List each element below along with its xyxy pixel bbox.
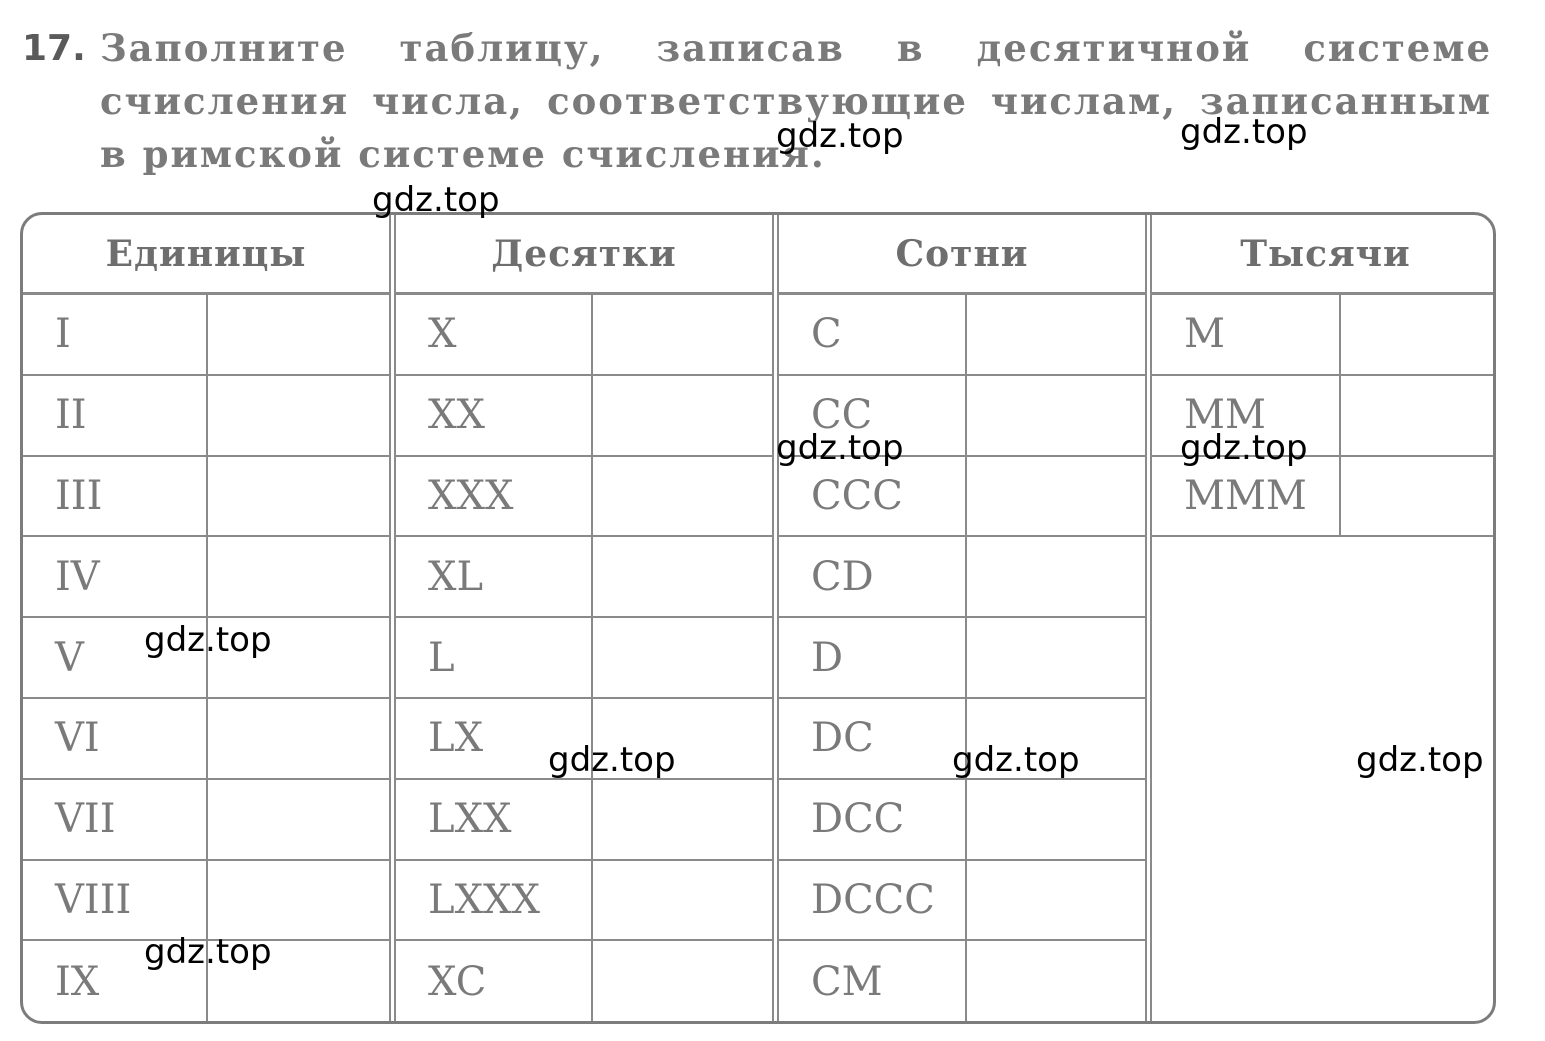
answer-cell[interactable] [1341,295,1496,374]
roman-numeral-cell: XX [396,376,593,455]
roman-numeral-cell: III [23,457,208,536]
watermark: gdz.top [372,180,500,220]
roman-numeral-cell: VII [23,780,208,859]
table-row [396,618,772,699]
roman-numeral-cell: CD [779,537,967,616]
table-row [23,457,389,538]
answer-cell[interactable] [593,295,772,374]
roman-numeral-cell: LXXX [396,861,593,940]
answer-cell[interactable] [208,699,389,778]
table-row [1152,295,1496,376]
task-text: Заполните таблицу, записав в десятичной системе счисления числа, соответствующие числам, записанным в римской системе счисления. [100,26,1492,176]
roman-numeral-cell: D [779,618,967,697]
roman-numeral-cell: XXX [396,457,593,536]
roman-numeral-cell: CM [779,941,967,1022]
table-row [23,376,389,457]
table-row [396,780,772,861]
answer-cell[interactable] [593,537,772,616]
answer-cell[interactable] [593,780,772,859]
task-number: 17. [22,28,86,69]
roman-numeral-cell: XL [396,537,593,616]
roman-numeral-cell: XC [396,941,593,1022]
answer-cell[interactable] [1341,376,1496,455]
answer-cell[interactable] [208,376,389,455]
table-row [779,295,1145,376]
roman-numeral-cell: DCC [779,780,967,859]
table-row [779,941,1145,1022]
roman-numeral-cell: IV [23,537,208,616]
watermark: gdz.top [1180,428,1308,468]
answer-cell[interactable] [967,376,1145,455]
answer-cell[interactable] [967,295,1145,374]
answer-cell[interactable] [208,861,389,940]
roman-numeral-cell: LX [396,699,593,778]
roman-numeral-cell: DCCC [779,861,967,940]
table-row [23,861,389,942]
answer-cell[interactable] [208,780,389,859]
roman-numeral-cell: M [1152,295,1341,374]
roman-numeral-cell: VIII [23,861,208,940]
roman-numeral-cell: C [779,295,967,374]
table-row [396,295,772,376]
watermark: gdz.top [144,620,272,660]
roman-numeral-cell: V [23,618,208,697]
table-row [1152,457,1496,538]
answer-cell[interactable] [967,618,1145,697]
roman-numerals-table [20,212,1496,1024]
table-row [396,941,772,1022]
roman-numeral-cell: L [396,618,593,697]
roman-numeral-cell: II [23,376,208,455]
roman-numeral-cell: IX [23,941,208,1022]
answer-cell[interactable] [967,537,1145,616]
roman-numeral-cell: LXX [396,780,593,859]
table-row [396,537,772,618]
section-thousands [1145,215,1496,1021]
answer-cell[interactable] [593,941,772,1022]
answer-cell[interactable] [593,618,772,697]
table-row [23,295,389,376]
answer-cell[interactable] [967,861,1145,940]
answer-cell[interactable] [967,457,1145,536]
watermark: gdz.top [1356,740,1484,780]
answer-cell[interactable] [1341,457,1496,536]
roman-numeral-cell: DC [779,699,967,778]
section-header: Тысячи [1152,215,1496,295]
answer-cell[interactable] [208,537,389,616]
table-row [23,537,389,618]
watermark: gdz.top [1180,112,1308,152]
section-tens [389,215,772,1021]
table-row [779,861,1145,942]
roman-numeral-cell: MMM [1152,457,1341,536]
roman-numeral-cell: CCC [779,457,967,536]
answer-cell[interactable] [208,295,389,374]
watermark: gdz.top [144,932,272,972]
table-row [779,457,1145,538]
roman-numeral-cell: MM [1152,376,1341,455]
answer-cell[interactable] [593,376,772,455]
watermark: gdz.top [776,116,904,156]
table-row [396,376,772,457]
section-header: Единицы [23,215,389,295]
roman-numeral-cell: I [23,295,208,374]
section-hundreds [772,215,1145,1021]
watermark: gdz.top [952,740,1080,780]
section-header: Сотни [779,215,1145,295]
answer-cell[interactable] [593,861,772,940]
table-row [23,780,389,861]
table-row [396,861,772,942]
answer-cell[interactable] [967,780,1145,859]
table-row [396,457,772,538]
table-row [779,537,1145,618]
watermark: gdz.top [776,428,904,468]
roman-numeral-cell: X [396,295,593,374]
table-row [779,780,1145,861]
roman-numeral-cell: VI [23,699,208,778]
table-row [23,699,389,780]
watermark: gdz.top [548,740,676,780]
section-units [23,215,389,1021]
table-row [779,618,1145,699]
answer-cell[interactable] [593,457,772,536]
section-header: Десятки [396,215,772,295]
roman-numeral-cell: CC [779,376,967,455]
answer-cell[interactable] [967,941,1145,1022]
answer-cell[interactable] [208,457,389,536]
